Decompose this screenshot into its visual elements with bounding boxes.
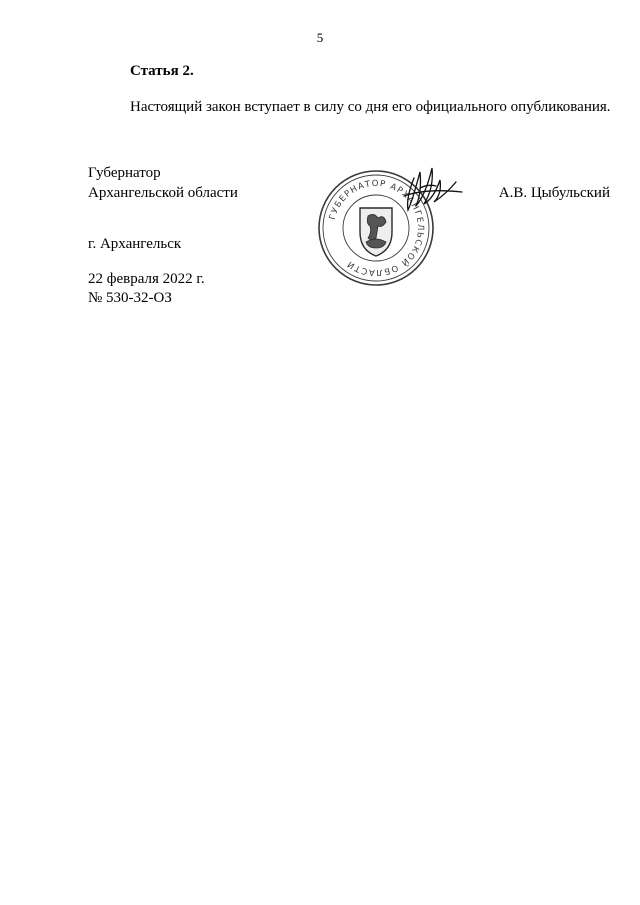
handwritten-signature	[404, 168, 462, 210]
article-text: Настоящий закон вступает в силу со дня его официального опубликования.	[130, 99, 611, 115]
city: г. Архангельск	[88, 236, 182, 252]
governor-region: Архангельской области	[88, 185, 238, 201]
governor-name: А.В. Цыбульский	[498, 185, 610, 201]
page-number: 5	[316, 30, 324, 45]
article-heading: Статья 2.	[130, 63, 194, 79]
governor-title: Губернатор	[88, 165, 161, 181]
law-date: 22 февраля 2022 г.	[88, 271, 205, 287]
svg-text:ГУБЕРНАТОР АРХАНГЕЛЬСКОЙ ОБЛАС: ГУБЕРНАТОР АРХАНГЕЛЬСКОЙ ОБЛАСТИ	[327, 178, 426, 278]
official-seal	[316, 158, 476, 298]
law-number: № 530-32-ОЗ	[88, 290, 172, 306]
coat-of-arms-icon	[360, 208, 392, 256]
